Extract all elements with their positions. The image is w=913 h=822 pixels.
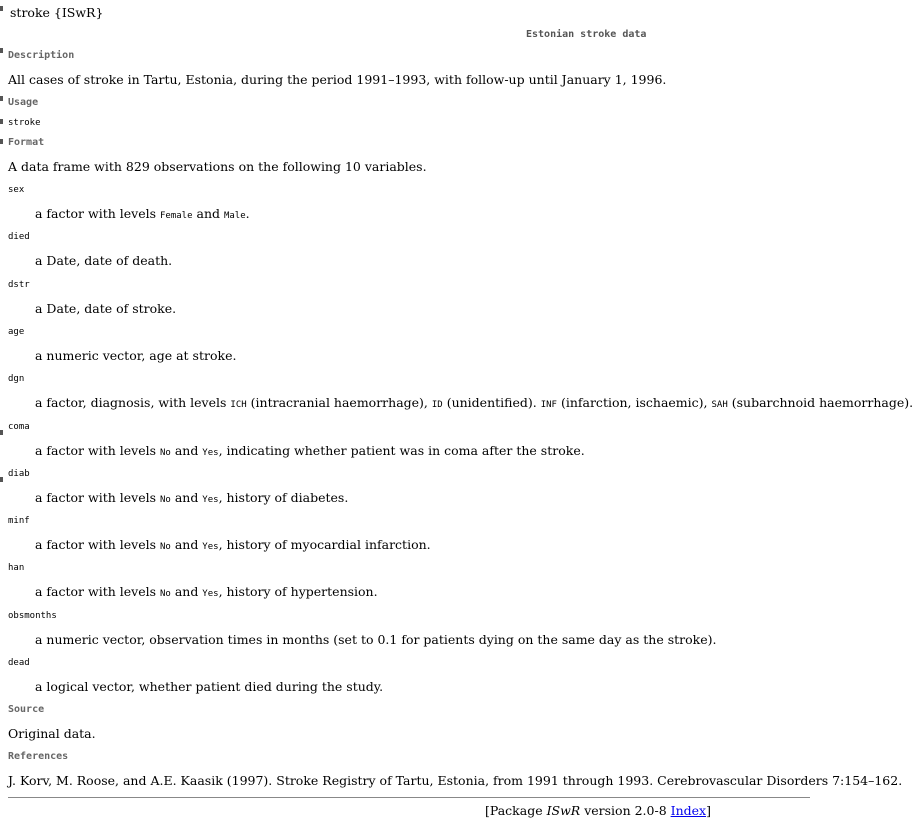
description-text: and <box>170 442 203 458</box>
description-text: (subarchnoid haemorrhage). <box>727 395 913 411</box>
variable-name: minf <box>8 516 30 527</box>
level-code: Female <box>160 211 193 221</box>
variable-description <box>35 490 348 505</box>
variable-description <box>35 348 236 363</box>
description-text: a factor with levels <box>35 537 160 553</box>
description-text: a factor with levels <box>35 584 160 600</box>
description-text: a factor with levels <box>35 206 160 221</box>
variable-description <box>35 537 431 552</box>
variable-description <box>35 206 250 221</box>
description-text: a Date, date of death. <box>35 253 173 269</box>
description-text: , history of diabetes. <box>218 489 349 505</box>
variable-name: dstr <box>8 279 30 290</box>
description-text: (infarction, ischaemic), <box>556 395 712 411</box>
variable-name: han <box>8 563 25 574</box>
description-text: (unidentified). <box>442 395 541 411</box>
variable-name: coma <box>8 421 30 432</box>
description-text: , indicating whether patient was in coma after the stroke. <box>218 442 585 458</box>
left-edge-marks <box>0 0 4 822</box>
level-code: No <box>160 589 171 600</box>
section-format: Format <box>8 137 45 148</box>
level-code: ID <box>431 400 443 411</box>
level-code: No <box>160 542 171 553</box>
source-text: Original data. <box>8 726 96 741</box>
level-code: INF <box>540 400 557 411</box>
variable-name: diab <box>8 468 30 479</box>
references-text: J. Korv, M. Roose, and A.E. Kaasik (1997). Stroke Registry of Tartu, Estonia, from 1991 through 1993. Cerebrovascular Disorders 7:154–162. <box>8 773 903 788</box>
description-text: a logical vector, whether patient died during the study. <box>35 679 384 694</box>
description-text: a Date, date of stroke. <box>35 300 177 316</box>
level-code: SAH <box>711 400 728 411</box>
variable-name: died <box>8 232 30 243</box>
description-text: and <box>170 489 203 505</box>
variable-name: dgn <box>8 374 25 385</box>
footer-divider <box>8 797 810 798</box>
variable-name: obsmonths <box>8 610 57 621</box>
description-text: and <box>170 537 203 553</box>
doc-heading: Estonian stroke data <box>526 29 647 40</box>
footer-open: [Package <box>485 803 547 818</box>
index-link[interactable]: Index <box>670 803 707 818</box>
level-code: Yes <box>202 447 219 458</box>
level-code: Yes <box>202 494 219 505</box>
description-text: , history of hypertension. <box>218 584 378 600</box>
footer-version: version 2.0-8 <box>580 803 671 818</box>
description-text: (intracranial haemorrhage), <box>246 395 432 411</box>
description-text: a factor, diagnosis, with levels <box>35 395 231 411</box>
section-source: Source <box>8 704 45 715</box>
description-text: a numeric vector, age at stroke. <box>35 347 237 363</box>
variable-description <box>35 395 913 410</box>
description-text: . <box>245 206 250 221</box>
footer-package: ISwR <box>546 803 581 818</box>
variable-name: sex <box>8 185 25 195</box>
description-text: and <box>170 584 203 600</box>
description-text: , history of myocardial infarction. <box>218 537 431 553</box>
level-code: Male <box>223 211 246 221</box>
page-title: stroke {ISwR} <box>10 5 104 20</box>
level-code: No <box>160 447 171 458</box>
description-text: and <box>192 206 224 221</box>
footer-close: ] <box>706 803 711 818</box>
description-text: a factor with levels <box>35 442 160 458</box>
format-text: A data frame with 829 observations on the following 10 variables. <box>8 159 427 174</box>
variable-description <box>35 679 383 694</box>
variable-description <box>35 584 378 599</box>
variable-name: age <box>8 326 25 337</box>
level-code: ICH <box>230 400 247 411</box>
level-code: Yes <box>202 589 219 600</box>
section-references: References <box>8 751 69 762</box>
variable-description <box>35 253 172 268</box>
variable-name: dead <box>8 658 30 668</box>
variable-description <box>35 301 176 316</box>
section-usage: Usage <box>8 97 39 108</box>
footer <box>485 803 711 818</box>
description-text: a numeric vector, observation times in months (set to 0.1 for patients dying on the same day as the stroke). <box>35 631 717 647</box>
description-text: a factor with levels <box>35 489 160 505</box>
usage-code: stroke <box>8 118 41 128</box>
description-text: All cases of stroke in Tartu, Estonia, during the period 1991–1993, with follow-up until January 1, 1996. <box>8 72 667 87</box>
level-code: Yes <box>202 542 219 553</box>
level-code: No <box>160 494 171 505</box>
section-description: Description <box>8 50 75 61</box>
variable-description <box>35 632 716 647</box>
variable-description <box>35 443 585 458</box>
